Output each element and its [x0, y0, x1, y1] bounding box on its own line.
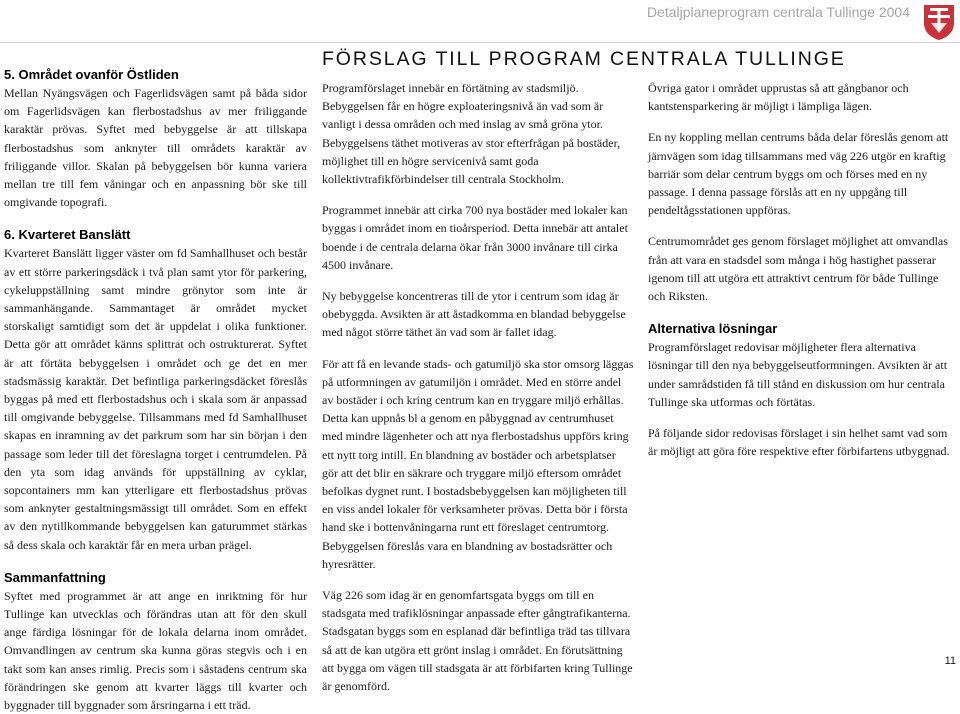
middle-paragraph-4: För att få en levande stads- och gatumiljö ska stor omsorg läggas på utformningen av gatumiljön i området. Med en större andel av bostäder i och kring centrum kan en tryggare miljö erhållas. Detta kan uppnås bl a genom en påbyggnad av centrumhuset med mindre lägenheter och att nya flerbostadshus uppförs kring ett nytt torg intill. En blandning av bostäder och arbetsplatser gör att det blir en säkrare och tryggare miljö eftersom området befolkas dygnet runt. I bostadsbebyggelsen kan möjligheten till en viss andel lokaler för verksamheter prövas. Detta bör i första hand ske i bottenvåningarna runt ett föreslaget centrumtorg. Bebyggelsen föreslås vara en blandning av bostadsrätter och hyresrätter.: [322, 356, 634, 571]
alternatives-heading: Alternativa lösningar: [648, 321, 778, 337]
right-paragraph-3: Centrumområdet ges genom förslaget möjlighet att omvandlas från att vara en stadsdel som många i hög hastighet passerar igenom till att utgöra ett attraktivt centrum för både Tullinge och Riksten.: [648, 234, 948, 304]
page-header: [0, 0, 960, 43]
middle-paragraph-1: Programförslaget innebär en förtätning av stadsmiljö. Bebyggelsen får en högre exploateringsnivå än vad som är vanligt i dessa områden och med inslag av små gröna ytor. Bebyggelsens täthet motiveras av stor efterfrågan på bostäder, möjlighet till en högre servicenivå samt goda kollektivtrafikförbindelser till centrala Stockholm.: [322, 81, 621, 187]
section-heading-6: 6. Kvarteret Banslätt: [4, 227, 131, 243]
section-5-paragraph: Mellan Nyängsvägen och Fagerlidsvägen samt på båda sidor om Fagerlidsvägen kan flerbostadshus av mer friliggande karaktär prövas. Syftet med bebyggelse är att tillskapa flerbostadshus som anknyter till områdets karaktär av friliggande villor. Skalan på bebyggelsen bör kunna variera mellan tre till fem våningar och en anpassning bör ske till omgivande topografi.: [4, 86, 307, 210]
section-heading-5: 5. Området ovanför Östliden: [4, 67, 179, 82]
right-paragraph-1: Övriga gator i området upprustas så att gångbanor och kantstensparkering är möjligt i lämpliga lägen.: [648, 81, 909, 114]
column-middle: [322, 79, 634, 695]
header-title: Detaljplaneprogram centrala Tullinge 2004: [646, 4, 910, 20]
alternatives-paragraph-1: Programförslaget redovisar möjligheter flera alternativa lösningar till den nya bebyggelseutformningen. Avsikten är att under samrådstiden få till stånd en diskussion om hur centrala Tullinge ska utformas och förtätas.: [648, 340, 948, 409]
coat-of-arms-icon: [922, 3, 956, 41]
column-right: [648, 79, 956, 460]
document-title: FÖRSLAG TILL PROGRAM CENTRALA TULLINGE: [322, 48, 846, 70]
column-left: [4, 66, 307, 714]
section-6-paragraph: Kvarteret Banslätt ligger väster om fd Samhallhuset och består av ett större parkeringsdäck i två plan samt ytor för parkering, cykeluppställning samt mindre grönytor som inte är sammanhängande. Sammantaget är området mycket storskaligt samtidigt som det är uppdelat i olika funktioner. Detta gör att området känns splittrat och ostrukturerat. Syftet är att förtäta bebyggelsen i området och ge det en mer stadsmässig karaktär. Det befintliga parkeringsdäcket föreslås byggas på med ett flerbostadshus och i skala som är anpassad till omgivande bebyggelse. Tillsammans med fd Samhallhuset skapas en inramning av det parkrum som har sin början i den passage som leder till det föreslagna torget i centrumdelen. På den yta som idag används för uppställning av cyklar, sopcontainers mm kan ytterligare ett flerbostadshus prövas som anknyter gestaltningsmässigt till området. Som en effekt av den nytillkommande bebyggelsen kan gaturummet stärkas så dess skala och karaktär får en mera urban prägel.: [4, 246, 307, 552]
middle-paragraph-3: Ny bebyggelse koncentreras till de ytor i centrum som idag är obebyggda. Avsikten är att åstadkomma en blandad bebyggelse med något större täthet än vad som är fallet idag.: [322, 289, 626, 340]
page-number: 11: [944, 655, 956, 667]
right-paragraph-2: En ny koppling mellan centrums båda delar föreslås genom att järnvägen som idag tillsammans med väg 226 utgör en kraftig barriär som delar centrum byggs om och förses med en ny passage. I denna passage förslås att en ny uppgång till pendeltågsstationen uppföras.: [648, 130, 949, 218]
middle-paragraph-5: Väg 226 som idag är en genomfartsgata byggs om till en stadsgata med trafiklösningar anpassade efter gångtrafikanterna. Stadsgatan byggs som en esplanad där befintliga träd tas tillvara så att de kan utgöra ett grönt inslag i området. En förutsättning att bygga om vägen till stadsgata är att förbifarten kring Tullinge är genomförd.: [322, 588, 633, 694]
middle-paragraph-2: Programmet innebär att cirka 700 nya bostäder med lokaler kan byggas i området inom en tioårsperiod. Detta innebär att antalet boende i de centrala delarna ökar från 3000 invånare till cirka 4500 invånare.: [322, 203, 628, 272]
alternatives-paragraph-2: På följande sidor redovisas förslaget i sin helhet samt vad som är möjligt att göra före respektive efter förbifartens utbyggnad.: [648, 426, 950, 459]
summary-paragraph: Syftet med programmet är att ange en inriktning för hur Tullinge kan utvecklas och förändras utan att för den skull ange färdiga lösningar för de lokala delarna inom området. Omvandlingen av centrum ska kunna göras stegvis och i en takt som kan anses rimlig. Precis som i såstadens centrum ska förändringen ske genom att kvarter läggs till kvarter och byggnader till byggnader som årsringarna i ett träd.: [4, 588, 307, 713]
summary-heading: Sammanfattning: [4, 569, 106, 585]
